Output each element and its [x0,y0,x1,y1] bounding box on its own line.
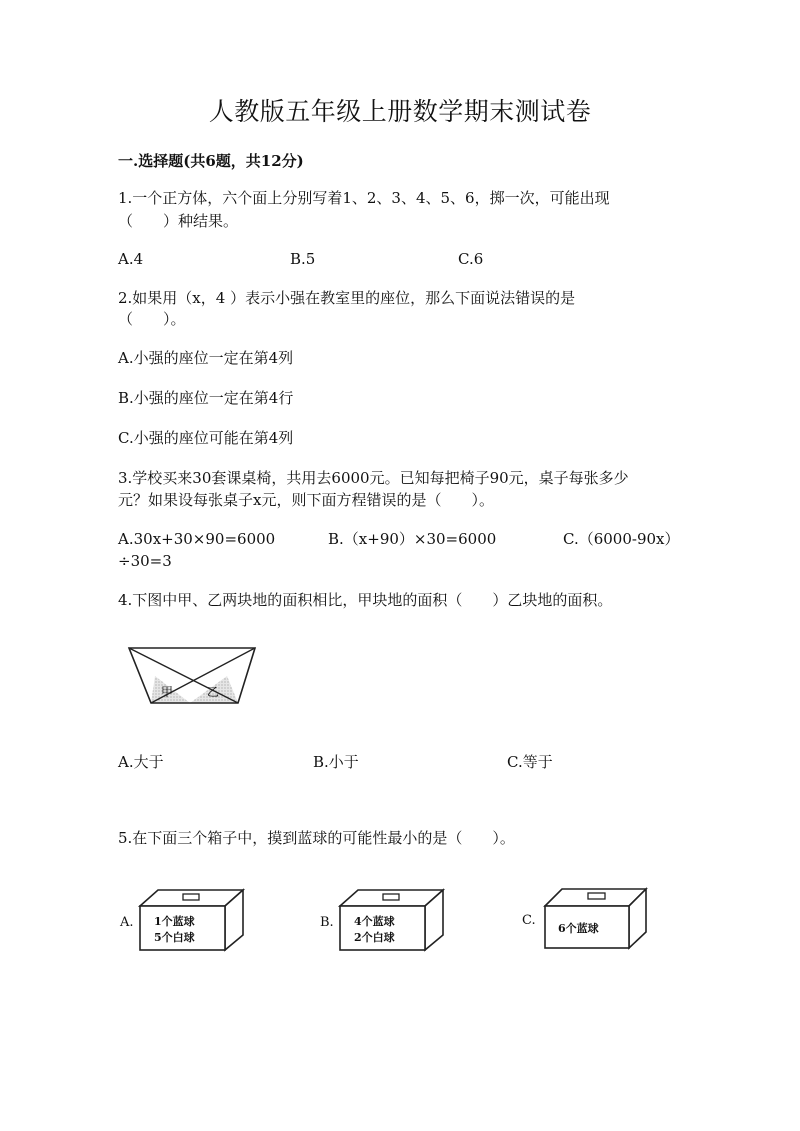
box-a-label: A. [120,915,134,930]
question-4-option-c[interactable]: C.等于 [507,753,553,771]
land-figure [125,642,260,708]
box-c-line-1: 6个蓝球 [558,922,599,935]
question-2-option-a[interactable]: A.小强的座位一定在第4列 [118,349,294,367]
diagonal-left [129,648,238,703]
question-5-line-1: 5.在下面三个箱子中，摸到蓝球的可能性最小的是（ ）。 [118,829,515,847]
question-4-option-b[interactable]: B.小于 [313,753,359,771]
box-b-line-1: 4个蓝球 [354,915,395,928]
box-b-line-2: 2个白球 [354,931,395,944]
question-2-line-2: （ ）。 [118,310,186,328]
box-c[interactable] [520,886,655,952]
question-3-option-a[interactable]: A.30x+30×90=6000 [118,530,276,548]
label-jia: 甲 [161,685,174,699]
question-1-line-1: 1.一个正方体，六个面上分别写着1、2、3、4、5、6，掷一次，可能出现 [118,189,610,207]
question-3-option-b[interactable]: B.（x+90）×30=6000 [328,530,497,548]
label-yi: 乙 [207,685,220,699]
question-2-line-1: 2.如果用（x，4 ）表示小强在教室里的座位，那么下面说法错误的是 [118,289,576,307]
box-c-label: C. [522,913,536,928]
question-3-option-c-continued: ÷30=3 [118,552,172,570]
trapezoid-outline [129,648,255,703]
question-3-line-2: 元？如果设每张桌子x元，则下面方程错误的是（ ）。 [118,491,494,509]
question-1-line-2: （ ）种结果。 [118,212,239,230]
question-3-option-c[interactable]: C.（6000-90x） [563,530,680,548]
question-4-option-a[interactable]: A.大于 [118,753,164,771]
box-a[interactable] [118,888,253,954]
section-title: 一.选择题(共6题，共12分) [118,152,304,170]
question-2-option-c[interactable]: C.小强的座位可能在第4列 [118,429,294,447]
question-1-option-a[interactable]: A.4 [118,250,144,268]
question-2-option-b[interactable]: B.小强的座位一定在第4行 [118,389,294,407]
box-b[interactable] [318,888,453,954]
question-1-option-b[interactable]: B.5 [290,250,316,268]
question-1-option-c[interactable]: C.6 [458,250,484,268]
box-a-line-2: 5个白球 [154,931,195,944]
box-b-label: B. [320,915,334,930]
box-a-line-1: 1个蓝球 [154,915,195,928]
question-4-line-1: 4.下图中甲、乙两块地的面积相比，甲块地的面积（ ）乙块地的面积。 [118,591,613,609]
page-title: 人教版五年级上册数学期末测试卷 [208,97,592,126]
question-3-line-1: 3.学校买来30套课桌椅，共用去6000元。已知每把椅子90元，桌子每张多少 [118,469,629,487]
